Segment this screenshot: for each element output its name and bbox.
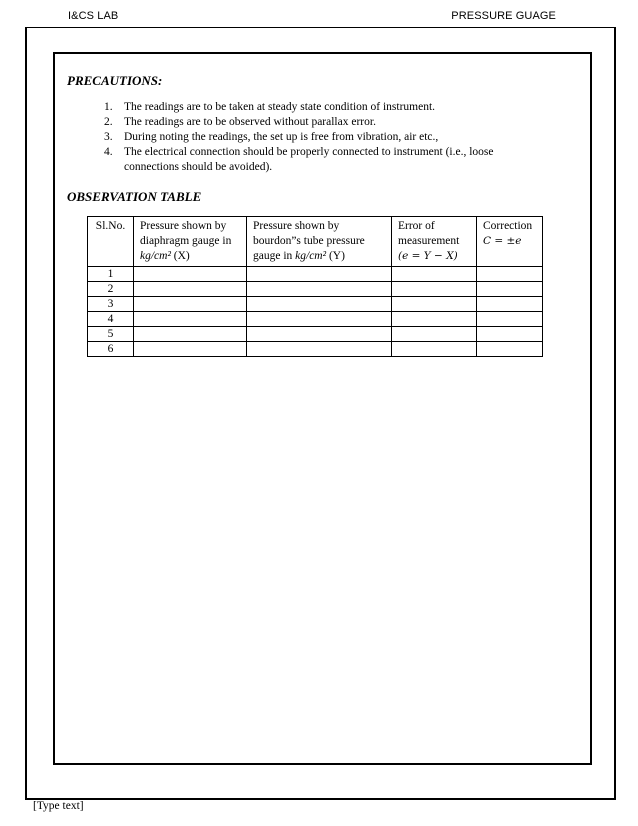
observation-table-title: OBSERVATION TABLE bbox=[67, 189, 202, 204]
sl-no-cell: 4 bbox=[88, 312, 134, 327]
header-correction: Correction C = ±e bbox=[477, 217, 543, 267]
correction-formula: C = ±e bbox=[483, 235, 522, 247]
sl-no-cell: 3 bbox=[88, 297, 134, 312]
precaution-text: The readings are to be taken at steady state condition of instrument. bbox=[124, 101, 436, 113]
table-cell bbox=[392, 342, 477, 357]
precautions-list bbox=[98, 100, 538, 175]
table-cell bbox=[247, 342, 392, 357]
table-cell bbox=[392, 282, 477, 297]
table-cell bbox=[134, 282, 247, 297]
table-row bbox=[88, 267, 543, 282]
table-header-row bbox=[88, 217, 543, 267]
precaution-item bbox=[98, 130, 538, 145]
table-cell bbox=[392, 267, 477, 282]
footer-placeholder-text[interactable]: [Type text] bbox=[33, 800, 84, 812]
table-cell bbox=[134, 342, 247, 357]
precaution-item bbox=[98, 145, 538, 175]
precaution-text: The electrical connection should be properly connected to instrument (i.e., loose connections should be avoided). bbox=[124, 146, 494, 173]
header-error: Error of measurement (e = Y − X) bbox=[392, 217, 477, 267]
table-cell bbox=[247, 267, 392, 282]
sl-no-cell: 2 bbox=[88, 282, 134, 297]
precautions-title: PRECAUTIONS: bbox=[67, 73, 163, 88]
header-sl-no: Sl.No. bbox=[88, 217, 134, 267]
header-bourdon-pressure: Pressure shown by bourdon”s tube pressure gauge in kg/cm² (Y) bbox=[247, 217, 392, 267]
table-cell bbox=[134, 297, 247, 312]
unit-text: kg/cm² bbox=[295, 250, 327, 262]
table-row bbox=[88, 297, 543, 312]
table-row bbox=[88, 342, 543, 357]
table-cell bbox=[392, 312, 477, 327]
precaution-text: During noting the readings, the set up is free from vibration, air etc., bbox=[124, 131, 439, 143]
table-row bbox=[88, 312, 543, 327]
table-cell bbox=[134, 267, 247, 282]
precaution-item bbox=[98, 100, 538, 115]
table-cell bbox=[247, 297, 392, 312]
precaution-text: The readings are to be observed without parallax error. bbox=[124, 116, 376, 128]
precaution-number: 1. bbox=[104, 101, 113, 113]
table-cell bbox=[134, 327, 247, 342]
table-cell bbox=[477, 342, 543, 357]
sl-no-cell: 6 bbox=[88, 342, 134, 357]
precaution-number: 4. bbox=[104, 146, 113, 158]
table-row bbox=[88, 282, 543, 297]
table-cell bbox=[477, 312, 543, 327]
table-cell bbox=[477, 297, 543, 312]
table-cell bbox=[247, 327, 392, 342]
precaution-number: 2. bbox=[104, 116, 113, 128]
table-cell bbox=[247, 312, 392, 327]
table-row bbox=[88, 327, 543, 342]
error-formula: (e = Y − X) bbox=[398, 250, 458, 262]
header-experiment-title: PRESSURE GUAGE bbox=[451, 10, 556, 22]
precaution-item bbox=[98, 115, 538, 130]
precaution-number: 3. bbox=[104, 131, 113, 143]
header-lab-name: I&CS LAB bbox=[68, 10, 119, 22]
table-cell bbox=[477, 267, 543, 282]
sl-no-cell: 1 bbox=[88, 267, 134, 282]
header-diaphragm-pressure: Pressure shown by diaphragm gauge in kg/cm² (X) bbox=[134, 217, 247, 267]
table-cell bbox=[477, 327, 543, 342]
sl-no-cell: 5 bbox=[88, 327, 134, 342]
table-cell bbox=[392, 297, 477, 312]
table-cell bbox=[134, 312, 247, 327]
table-cell bbox=[392, 327, 477, 342]
table-cell bbox=[247, 282, 392, 297]
table-cell bbox=[477, 282, 543, 297]
unit-text: kg/cm² bbox=[140, 250, 171, 262]
observation-table bbox=[87, 216, 543, 357]
